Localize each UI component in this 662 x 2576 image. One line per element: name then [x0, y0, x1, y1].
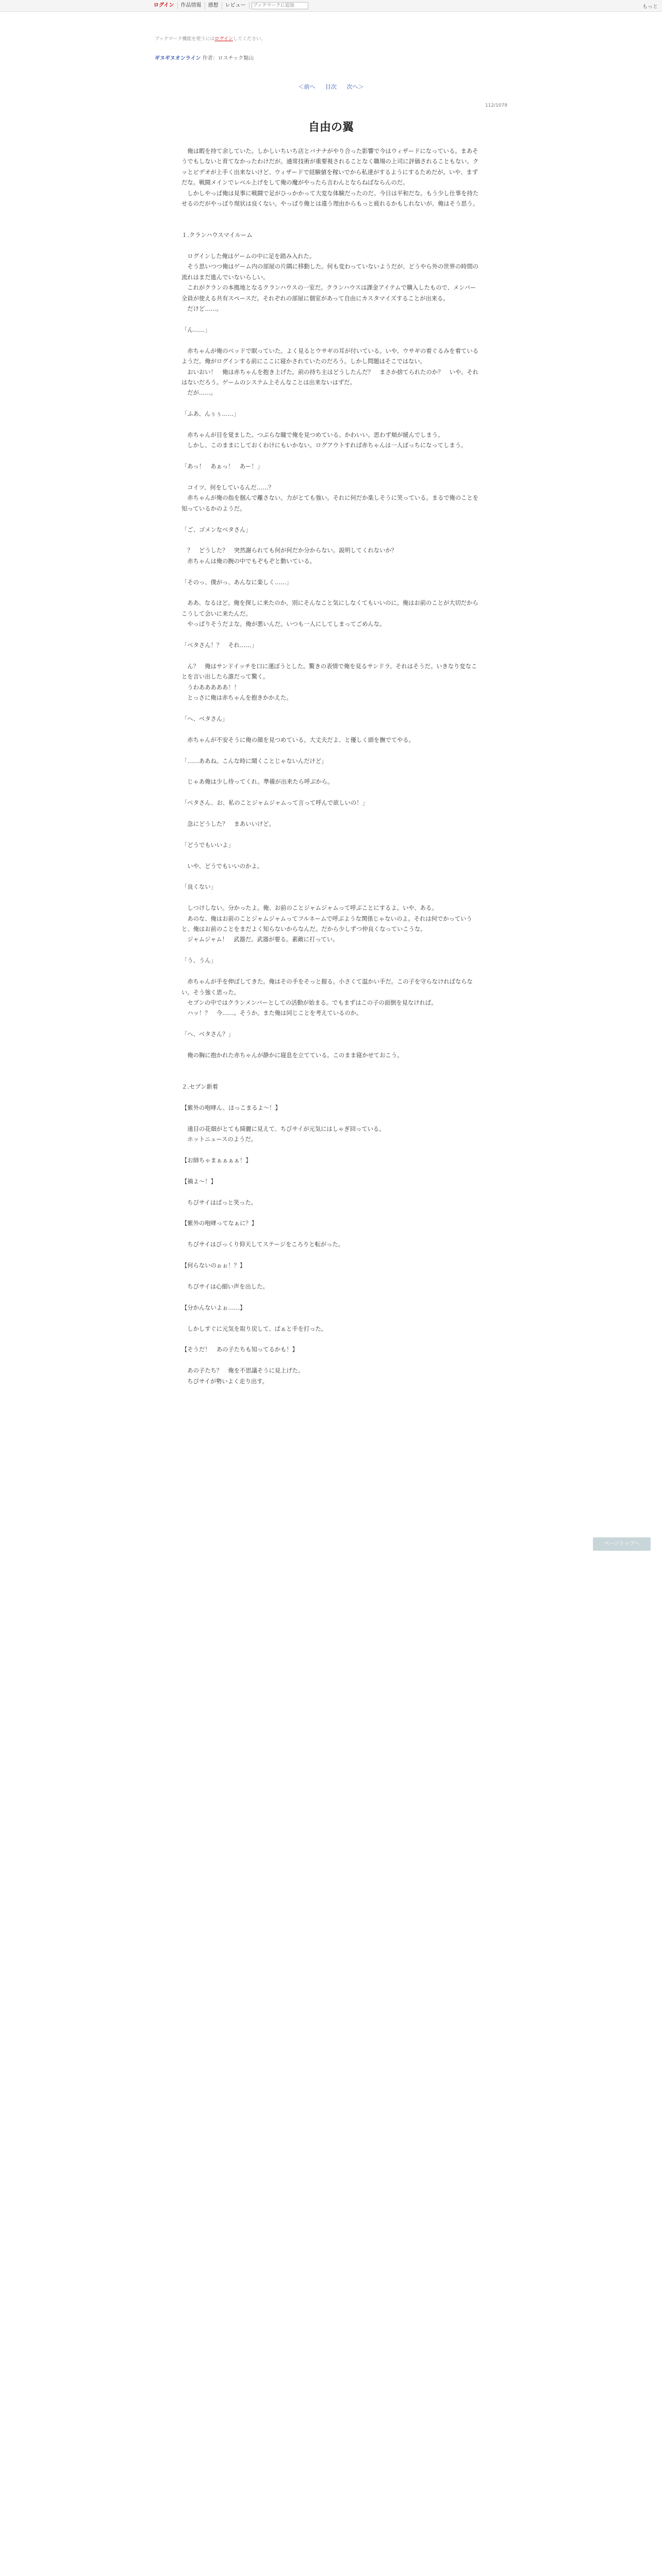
- novel-paragraph: 赤ちゃんが俺の指を掴んで離さない。力がとても強い。それに何だか楽しそうに笑っている。まるで俺のことを知っているかのようだ。: [181, 495, 479, 512]
- novel-paragraph: 遠目の花畑がとても綺麗に見えて、ちびサイが元気にはしゃぎ回っている。: [181, 1125, 385, 1132]
- novel-paragraph: [181, 872, 481, 882]
- novel-paragraph: [181, 745, 481, 756]
- novel-paragraph: コイツ、何をしているんだ……？: [181, 484, 274, 491]
- novel-paragraph: 「良くない」: [181, 884, 217, 891]
- novel-paragraph: [181, 1040, 481, 1050]
- novel-paragraph: ２.セブン新着: [181, 1083, 218, 1091]
- novel-paragraph: そう思いつつ俺はゲーム内の部屋の片隅に移動した。何も変わっていないようだが、どうやら外の世界の時間の流れはまだ進んでいないらしい。: [181, 263, 479, 281]
- novel-paragraph: [181, 420, 481, 430]
- chapter-number: 112/1079: [485, 103, 507, 108]
- novel-paragraph: しかしやっぱ俺は見事に戦闘で足がひっかかって大変な体験だったのだ。今日は平和だな。もう少し仕事を持たせるのだがやっぱり現状は良くない。やっぱり俺とは違う理由からもっと疲れるかもしれないが、俺はそう思う。: [181, 190, 479, 208]
- series-name-link[interactable]: ギヌギヌオンライン: [155, 56, 201, 61]
- novel-paragraph: [181, 724, 481, 735]
- notice-post: してください。: [233, 37, 266, 42]
- novel-paragraph: ん？ 俺はサンドイッチを口に運ぼうとした。驚きの表情で俺を見るサンドラ。それはそうだ。いきなり変なことを言い出したら誰だって驚く。: [181, 663, 477, 681]
- novel-paragraph: しかしすぐに元気を取り戻して、ぱぁと手を打った。: [181, 1325, 327, 1332]
- novel-paragraph: [181, 1061, 481, 1071]
- nav-impressions[interactable]: 感想: [205, 2, 222, 9]
- novel-paragraph: ちびサイはびっくり仰天してステージをころりと転がった。: [181, 1241, 344, 1248]
- novel-paragraph: [181, 399, 481, 409]
- novel-paragraph: [181, 788, 481, 798]
- novel-paragraph: [181, 829, 481, 840]
- top-nav: [151, 2, 308, 9]
- chapter-title: 自由の翼: [308, 121, 354, 134]
- novel-paragraph: [181, 1208, 481, 1218]
- notice-login-link[interactable]: ログイン: [214, 37, 233, 42]
- novel-paragraph: 「……ああね。こんな時に聞くことじゃないんだけど」: [181, 757, 327, 765]
- novel-paragraph: 「そのっ、僕がっ、あんなに楽しく……」: [181, 579, 292, 586]
- novel-paragraph: 【お師ちゃまぁぁぁぁ！】: [181, 1157, 252, 1164]
- novel-body: [181, 146, 481, 1387]
- novel-paragraph: [181, 1292, 481, 1302]
- novel-paragraph: これがクランの本拠地となるクランハウスの一室だ。クランハウスは課金アイテムで購入したもので、メンバー全員が使える共有スペースだ。それぞれの部屋に個室があって自由にカスタマイズすることが出来る。: [181, 284, 476, 302]
- novel-paragraph: 「へ、ベタさん？」: [181, 1031, 234, 1038]
- novel-paragraph: [181, 1355, 481, 1366]
- novel-paragraph: [181, 588, 481, 598]
- novel-paragraph: [181, 1229, 481, 1240]
- novel-paragraph: 【何らないのぉぉ！？】: [181, 1262, 246, 1269]
- novel-paragraph: [181, 1250, 481, 1261]
- novel-paragraph: ちびサイが勢いよく走り出す。: [181, 1378, 268, 1385]
- novel-paragraph: [181, 241, 481, 251]
- more-link[interactable]: もっと: [642, 4, 658, 10]
- novel-paragraph: [181, 809, 481, 819]
- novel-paragraph: [181, 630, 481, 640]
- login-link[interactable]: ログイン: [151, 2, 178, 9]
- novel-paragraph: とっさに俺は赤ちゃんを抱きかかえた。: [181, 694, 292, 702]
- series-line: [155, 54, 254, 61]
- novel-paragraph: 赤ちゃんが目を覚ました。つぶらな瞳で俺を見つめている。かわいい。思わず頬が緩んでしまう。: [181, 431, 444, 438]
- novel-paragraph: 【禍よ～！】: [181, 1178, 217, 1185]
- nav-review[interactable]: レビュー: [222, 2, 250, 9]
- novel-paragraph: [181, 704, 481, 714]
- novel-paragraph: [181, 1334, 481, 1345]
- novel-paragraph: [181, 1271, 481, 1281]
- novel-paragraph: [181, 514, 481, 524]
- novel-paragraph: じゃあ俺は少し待ってくれ。準備が出来たら呼ぶから。: [181, 778, 334, 786]
- novel-paragraph: 「ベタさん！？ それ……」: [181, 642, 257, 649]
- chapter-pager: [0, 82, 662, 91]
- novel-paragraph: [181, 851, 481, 861]
- novel-paragraph: いや、どうでもいいのかよ。: [181, 862, 263, 870]
- novel-paragraph: [181, 335, 481, 346]
- novel-paragraph: 急にどうした？ まあいいけど。: [181, 821, 275, 827]
- novel-paragraph: [181, 451, 481, 462]
- novel-paragraph: あのな、俺はお前のことジャムジャムってフルネームで呼ぶような関係じゃないのよ。それは何でかっていうと、俺はお前のことをまだよく知らないからなんだ。だから少しずつ仲良くなっていこうな。: [181, 915, 472, 933]
- novel-paragraph: ちびサイは心細い声を出した。: [181, 1283, 269, 1290]
- novel-paragraph: [181, 220, 481, 230]
- novel-paragraph: 「ベタさん、お、私のことジャムジャムって言って呼んで欲しいの！」: [181, 800, 368, 807]
- novel-paragraph: [181, 945, 481, 956]
- novel-paragraph: 「ご、ゴメンなベタさん」: [181, 526, 252, 533]
- novel-paragraph: [181, 1313, 481, 1324]
- novel-paragraph: 【そうだ！ あの子たちも知ってるかも！】: [181, 1346, 298, 1353]
- novel-paragraph: [181, 893, 481, 903]
- novel-paragraph: 「どうでもいいよ」: [181, 841, 234, 849]
- notice-pre: ブックマーク機能を使うには: [155, 37, 215, 42]
- novel-paragraph: ハッ！？ 今……。そうか。また俺は同じことを考えているのか。: [181, 1010, 362, 1017]
- novel-paragraph: ちびサイはぱっと笑った。: [181, 1199, 257, 1206]
- novel-paragraph: 俺は暇を持て余していた。しかしいちいち店とバナナがやり合った影響で今はウィザードになっている。まあそうでもしないと育てなかったわけだが。通常技術が重要視されることなく職場の上司に評価されることもない。クッとビデオが上手く出来ないけど、ウィザードで経験値を稼いでから私達がするようにするためだが。いや、まずだな。戦闘メインでレベル上げをして俺の魔がやったら言わんとならねばならんのだ。: [181, 148, 479, 187]
- novel-paragraph: 俺の胸に抱かれた赤ちゃんが静かに寝息を立てている。このまま寝かせておこう。: [181, 1052, 403, 1059]
- novel-paragraph: [181, 651, 481, 662]
- novel-paragraph: やっぱりそうだよな。俺が悪いんだ。いつも一人にしてしまってごめんな。: [181, 621, 386, 628]
- novel-paragraph: 「ふあ、んぅぅ……」: [181, 411, 240, 418]
- novel-paragraph: 「う、うん」: [181, 957, 217, 964]
- novel-paragraph: １.クランハウスマイルーム: [181, 232, 253, 239]
- novel-paragraph: ジャムジャム！ 武器だ。武器が要る。素敵に打ってい。: [181, 936, 339, 943]
- novel-paragraph: だけど……。: [181, 306, 223, 313]
- novel-paragraph: ホットニュースのようだ。: [181, 1136, 257, 1143]
- novel-paragraph: [181, 1113, 481, 1124]
- novel-paragraph: 「へ、ベタさん」: [181, 715, 228, 722]
- novel-paragraph: [181, 767, 481, 777]
- novel-paragraph: うわあああああ！！: [181, 684, 240, 691]
- novel-paragraph: 【紫外の咆哮ん、ほっこまるよ～！】: [181, 1104, 281, 1111]
- page-top-button[interactable]: ページトップへ: [593, 1537, 651, 1551]
- novel-paragraph: ？ どうした？ 突然謝られても何が何だか分からない。説明してくれないか？: [181, 547, 397, 554]
- novel-paragraph: 赤ちゃんが手を伸ばしてきた。俺はその手をそっと握る。小さくて温かい手だ。この子を守らなければならない。そう強く思った。: [181, 978, 473, 996]
- novel-paragraph: [181, 1019, 481, 1029]
- novel-paragraph: 赤ちゃんは俺の腕の中でもぞもぞと動いている。: [181, 557, 316, 565]
- author-meta: 作者：ロスチック類山: [202, 56, 254, 61]
- bookmark-notice: [155, 35, 266, 42]
- novel-paragraph: [181, 1187, 481, 1197]
- novel-paragraph: 「あっ！ あぁっ！ あー！」: [181, 463, 263, 470]
- next-link[interactable]: 次へ＞: [346, 83, 364, 90]
- prev-link[interactable]: ＜前へ: [298, 83, 316, 90]
- bookmark-input[interactable]: [252, 2, 308, 9]
- novel-paragraph: しつけしない。分かったよ。俺、お前のことジャムジャムって呼ぶことにするよ。いや、ある。: [181, 905, 438, 912]
- novel-paragraph: 【分かんないよぉ……】: [181, 1304, 246, 1311]
- novel-paragraph: [181, 1166, 481, 1176]
- novel-paragraph: [181, 567, 481, 577]
- novel-paragraph: [181, 1145, 481, 1156]
- nav-work-info[interactable]: 作品情報: [178, 2, 205, 9]
- novel-paragraph: おいおい！ 俺は赤ちゃんを抱き上げた。前の持ち主はどうしたんだ？ まさか捨てられたのか？ いや、それはないだろう。ゲームのシステム上そんなことは出来ないはずだ。: [181, 368, 478, 386]
- novel-paragraph: だが……。: [181, 389, 217, 397]
- toc-link[interactable]: 目次: [325, 83, 337, 90]
- novel-paragraph: [181, 1072, 481, 1082]
- novel-paragraph: [181, 535, 481, 546]
- novel-paragraph: 「ん……」: [181, 326, 211, 333]
- novel-paragraph: 【紫外の咆哮ってなぁに？】: [181, 1220, 257, 1227]
- novel-paragraph: ああ、なるほど。俺を探しに来たのか。別にそんなこと気にしなくてもいいのに。俺はお前のことが大切だからこうして会いに来たんだ。: [181, 600, 478, 617]
- novel-paragraph: しかし、このままにしておくわけにもいかない。ログアウトすれば赤ちゃんは一人ぼっちになってしまう。: [181, 442, 467, 449]
- novel-paragraph: セブンの中ではクランメンバーとしての活動が始まる。でもまずはこの子の面倒を見なければ。: [181, 999, 437, 1006]
- top-bar: [0, 0, 662, 12]
- novel-paragraph: [181, 1093, 481, 1103]
- novel-paragraph: ログインした俺はゲームの中に足を踏み入れた。: [181, 253, 316, 260]
- novel-paragraph: [181, 209, 481, 219]
- novel-paragraph: 赤ちゃんが不安そうに俺の顔を見つめている。大丈夫だよ、と優しく頭を撫でてやる。: [181, 736, 415, 743]
- novel-paragraph: [181, 967, 481, 977]
- novel-paragraph: [181, 315, 481, 325]
- novel-paragraph: あの子たち？ 俺を不思議そうに見上げた。: [181, 1367, 304, 1375]
- novel-paragraph: 赤ちゃんが俺のベッドで眠っていた。よく見るとウサギの耳が付いている。いや、ウサギの着ぐるみを着ているようだ。俺がログインする前にここに寝かされていたのだろう。しかし問題はそこではない。: [181, 347, 478, 365]
- novel-paragraph: [181, 472, 481, 483]
